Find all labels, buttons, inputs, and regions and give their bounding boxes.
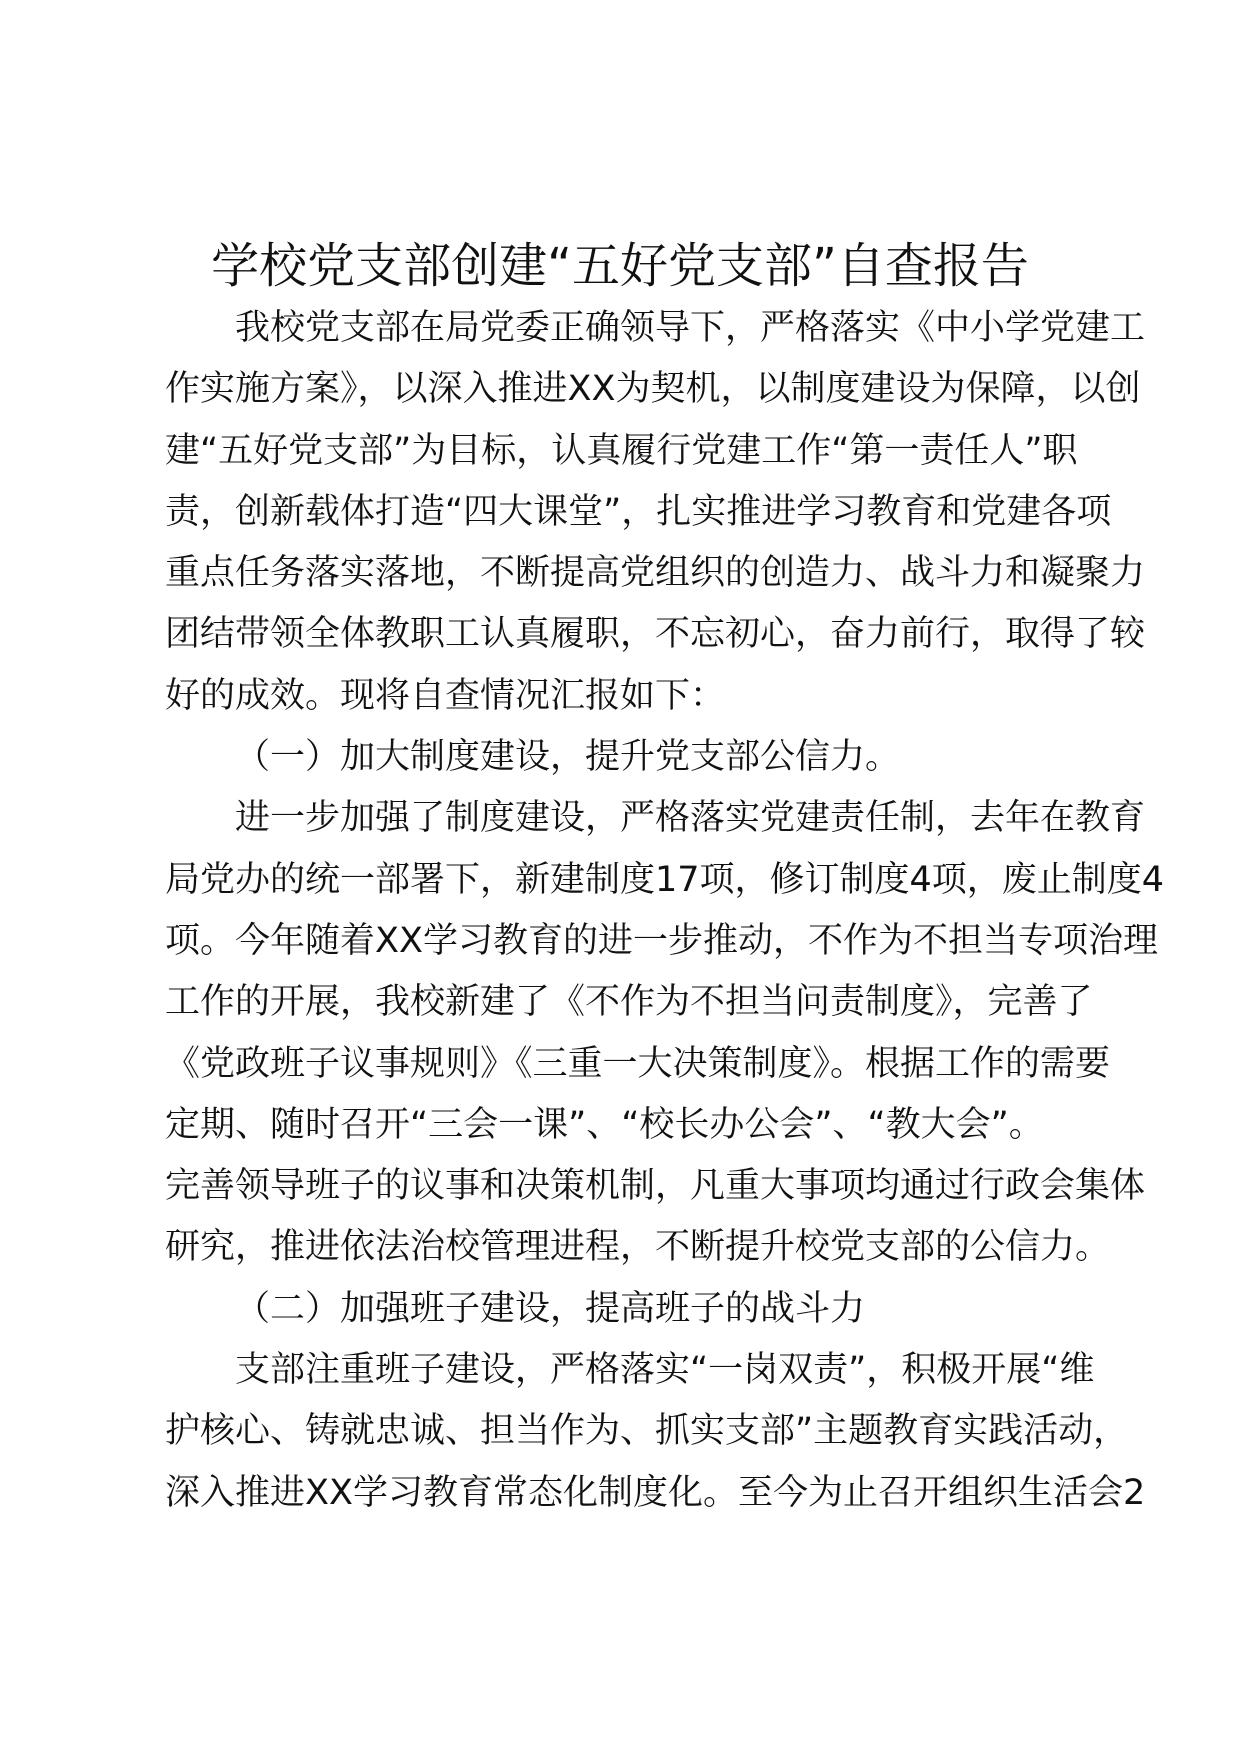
paragraph-line: 我校党支部在局党委正确领导下，严格落实《中小学党建工	[235, 308, 1146, 348]
paragraph-line: 定期、随时召开“三会一课”、“校长办公会”、“教大会”。	[165, 1104, 1044, 1145]
paragraph-line: 责，创新载体打造“四大课堂”，扎实推进学习教育和党建各项	[165, 491, 1112, 532]
paragraph-line: 完善领导班子的议事和决策机制，凡重大事项均通过行政会集体	[165, 1166, 1146, 1207]
paragraph-line: 建“五好党支部”为目标，认真履行党建工作“第一责任人”职	[165, 430, 1078, 471]
paragraph-line: 深入推进XX学习教育常态化制度化。至今为止召开组织生活会2	[165, 1472, 1146, 1513]
document-body	[165, 298, 1165, 1524]
paragraph-line: 项。今年随着XX学习教育的进一步推动，不作为不担当专项治理	[165, 920, 1158, 961]
paragraph-line: 团结带领全体教职工认真履职，不忘初心，奋力前行，取得了较	[165, 614, 1146, 655]
paragraph-line: 支部注重班子建设，严格落实“一岗双责”，积极开展“维	[235, 1350, 1095, 1391]
paragraph-line: 护核心、铸就忠诚、担当作为、抓实支部”主题教育实践活动，	[165, 1411, 1129, 1452]
paragraph-line: 进一步加强了制度建设，严格落实党建责任制，去年在教育	[235, 798, 1146, 839]
document-title: 学校党支部创建“五好党支部”自查报告	[211, 238, 1029, 294]
paragraph-line: 作实施方案》，以深入推进XX为契机，以制度建设为保障，以创	[165, 369, 1141, 410]
paragraph-line: 局党办的统一部署下，新建制度17项，修订制度4项，废止制度4	[165, 859, 1165, 900]
paragraph-line: 研究，推进依法治校管理进程，不断提升校党支部的公信力。	[165, 1227, 1111, 1268]
paragraph-line: 重点任务落实落地，不断提高党组织的创造力、战斗力和凝聚力	[165, 553, 1146, 594]
section-heading: （一）加大制度建设，提升党支部公信力。	[235, 737, 901, 778]
paragraph-line: 《党政班子议事规则》《三重一大决策制度》。根据工作的需要	[165, 1043, 1111, 1084]
section-heading: （二）加强班子建设，提高班子的战斗力	[235, 1288, 866, 1329]
paragraph-line: 工作的开展，我校新建了《不作为不担当问责制度》，完善了	[165, 982, 1093, 1023]
paragraph-line: 好的成效。现将自查情况汇报如下：	[165, 675, 726, 716]
